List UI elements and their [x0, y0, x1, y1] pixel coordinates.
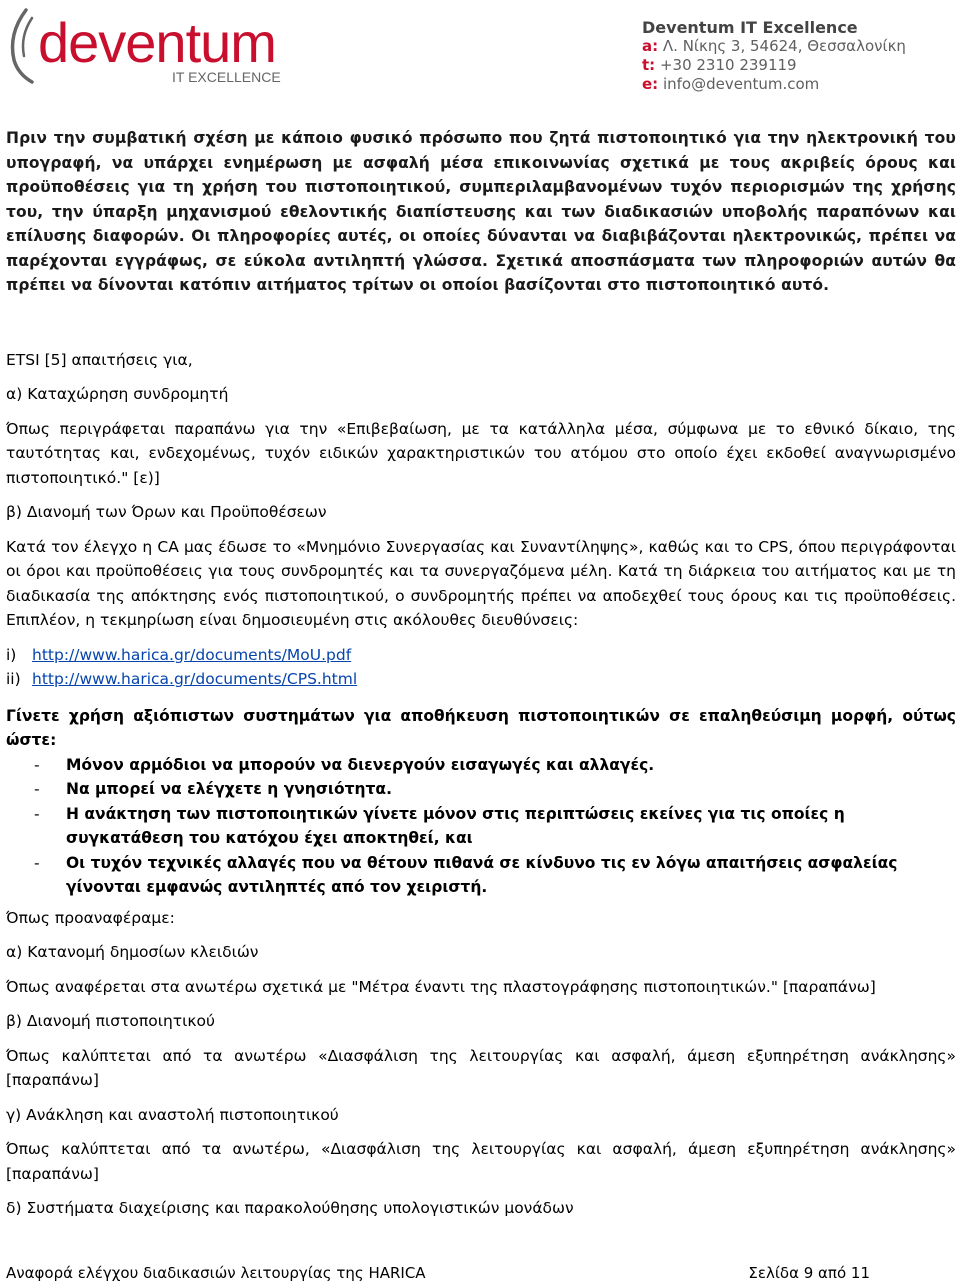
- etsi-b-text: Κατά τον έλεγχο η CA μας έδωσε το «Μνημόνιο Συνεργασίας και Συναντίληψης», καθώς και το CPS, όπου περιγράφονται οι όροι και προϋποθέσεις για τους συνδρομητές και τα συνεργαζόμενα μέλη. Κατά τη διάρκεια του αιτήματος και με τη διαδικασία της απόκτησης ενός πιστοποιητικού, ο συνδρομητής πρέπει να αποδεχθεί τους όρους και τις προϋποθέσεις. Επιπλέον, η τεκμηρίωση είναι δημοσιευμένη στις ακόλουθες διευθύνσεις:: [6, 537, 956, 629]
- email-text: info@deventum.com: [662, 75, 820, 93]
- address-line: [642, 37, 942, 56]
- logo-sub-text: IT EXCELLENCE: [172, 69, 281, 85]
- etsi-a-text: Όπως περιγράφεται παραπάνω για την «Επιβεβαίωση, με τα κατάλληλα μέσα, σύμφωνα με το εθνικό δίκαιο, της ταυτότητας και, ενδεχομένως, τυχόν ειδικών χαρακτηριστικών του ατόμου στο οποίο έχει εκδοθεί αναγνωρισμένο πιστοποιητικό." [ε)]: [6, 419, 956, 487]
- cps-link[interactable]: http://www.harica.gr/documents/CPS.html: [32, 670, 358, 688]
- as-mentioned-a-text: Όπως αναφέρεται στα ανωτέρω σχετικά με "Μέτρα έναντι της πλαστογράφησης πιστοποιητικών." [παραπάνω]: [6, 977, 876, 996]
- link-number: ii): [6, 670, 21, 688]
- email-line: [642, 75, 942, 94]
- etsi-title: ETSI [5] απαιτήσεις για,: [6, 350, 193, 369]
- company-name: Deventum IT Excellence: [642, 18, 858, 37]
- phone-line: [642, 56, 942, 75]
- requirement-title: Γίνετε χρήση αξιόπιστων συστημάτων για αποθήκευση πιστοποιητικών σε επαληθεύσιμη μορφή, ούτως ώστε:: [6, 706, 956, 749]
- as-mentioned-title: Όπως προαναφέραμε:: [6, 908, 175, 927]
- as-mentioned-d-heading: δ) Συστήματα διαχείρισης και παρακολούθησης υπολογιστικών μονάδων: [6, 1199, 574, 1217]
- etsi-b-heading: β) Διανομή των Όρων και Προϋποθέσεων: [6, 503, 327, 521]
- as-mentioned-c-heading: γ) Ανάκληση και αναστολή πιστοποιητικού: [6, 1105, 339, 1124]
- list-item: - Η ανάκτηση των πιστοποιητικών γίνετε μόνον στις περιπτώσεις εκείνες για τις οποίες η συγκατάθεση του κατόχου έχει αποκτηθεί, και: [34, 802, 956, 851]
- as-mentioned-b-heading: β) Διανομή πιστοποιητικού: [6, 1012, 215, 1030]
- as-mentioned-a-heading: α) Κατανομή δημοσίων κλειδιών: [6, 943, 259, 961]
- address-text: Λ. Νίκης 3, 54624, Θεσσαλονίκη: [662, 37, 906, 55]
- page-header: [0, 0, 960, 100]
- list-item: - Οι τυχόν τεχνικές αλλαγές που να θέτουν πιθανά σε κίνδυνο τις εν λόγω απαιτήσεις ασφαλείας γίνονται εμφανώς αντιληπτές από τον χειριστή.: [34, 851, 956, 900]
- etsi-a-heading: α) Καταχώρηση συνδρομητή: [6, 385, 229, 403]
- phone-text: +30 2310 239119: [659, 56, 797, 74]
- list-item: - Να μπορεί να ελέγχετε η γνησιότητα.: [34, 777, 956, 802]
- intro-paragraph: Πριν την συμβατική σχέση με κάποιο φυσικό πρόσωπο που ζητά πιστοποιητικό για την ηλεκτρονική του υπογραφή, να υπάρχει ενημέρωση με ασφαλή μέσα επικοινωνίας σχετικά με τους ακριβείς όρους και προϋποθέσεις για τη χρήση του πιστοποιητικού, συμπεριλαμβανομένων τυχόν περιορισμών της χρήσης του, την ύπαρξη μηχανισμού εθελοντικής διαπίστευσης και των διαδικασιών υποβολής παραπόνων και επίλυσης διαφορών. Οι πληροφορίες αυτές, οι οποίες δύνανται να διαβιβάζονται ηλεκτρονικώς, πρέπει να παρέχονται εγγράφως, σε εύκολα αντιληπτή γλώσσα. Σχετικά αποσπάσματα των πληροφοριών αυτών θα πρέπει να δίνονται κατόπιν αιτήματος τρίτων οι οποίοι βασίζονται στο πιστοποιητικό αυτό.: [6, 129, 956, 294]
- mou-link[interactable]: http://www.harica.gr/documents/MoU.pdf: [32, 645, 352, 664]
- page-footer: [6, 1264, 870, 1282]
- footer-title: Αναφορά ελέγχου διαδικασιών λειτουργίας της HARICA: [6, 1264, 426, 1282]
- document-body: [6, 126, 956, 1221]
- phone-label: t:: [642, 56, 656, 74]
- link-row: [6, 667, 956, 692]
- as-mentioned-b-text: Όπως καλύπτεται από τα ανωτέρω «Διασφάλιση της λειτουργίας και ασφαλή, άμεση εξυπηρέτηση ανάκλησης» [παραπάνω]: [6, 1046, 956, 1089]
- link-number: i): [6, 645, 17, 664]
- deventum-logo: [2, 4, 302, 88]
- email-label: e:: [642, 75, 659, 93]
- page-number: Σελίδα 9 από 11: [748, 1264, 870, 1282]
- contact-block: [642, 18, 942, 94]
- requirement-list: [34, 753, 956, 900]
- list-item: - Μόνον αρμόδιοι να μπορούν να διενεργούν εισαγωγές και αλλαγές.: [34, 753, 956, 778]
- address-label: a:: [642, 37, 659, 55]
- as-mentioned-c-text: Όπως καλύπτεται από τα ανωτέρω, «Διασφάλιση της λειτουργίας και ασφαλή, άμεση εξυπηρέτηση ανάκλησης» [παραπάνω]: [6, 1140, 956, 1183]
- link-row: [6, 643, 956, 668]
- logo-main-text: deventum: [38, 11, 276, 74]
- logo-bracket-mark-inner: [23, 18, 32, 56]
- document-links: [6, 643, 956, 692]
